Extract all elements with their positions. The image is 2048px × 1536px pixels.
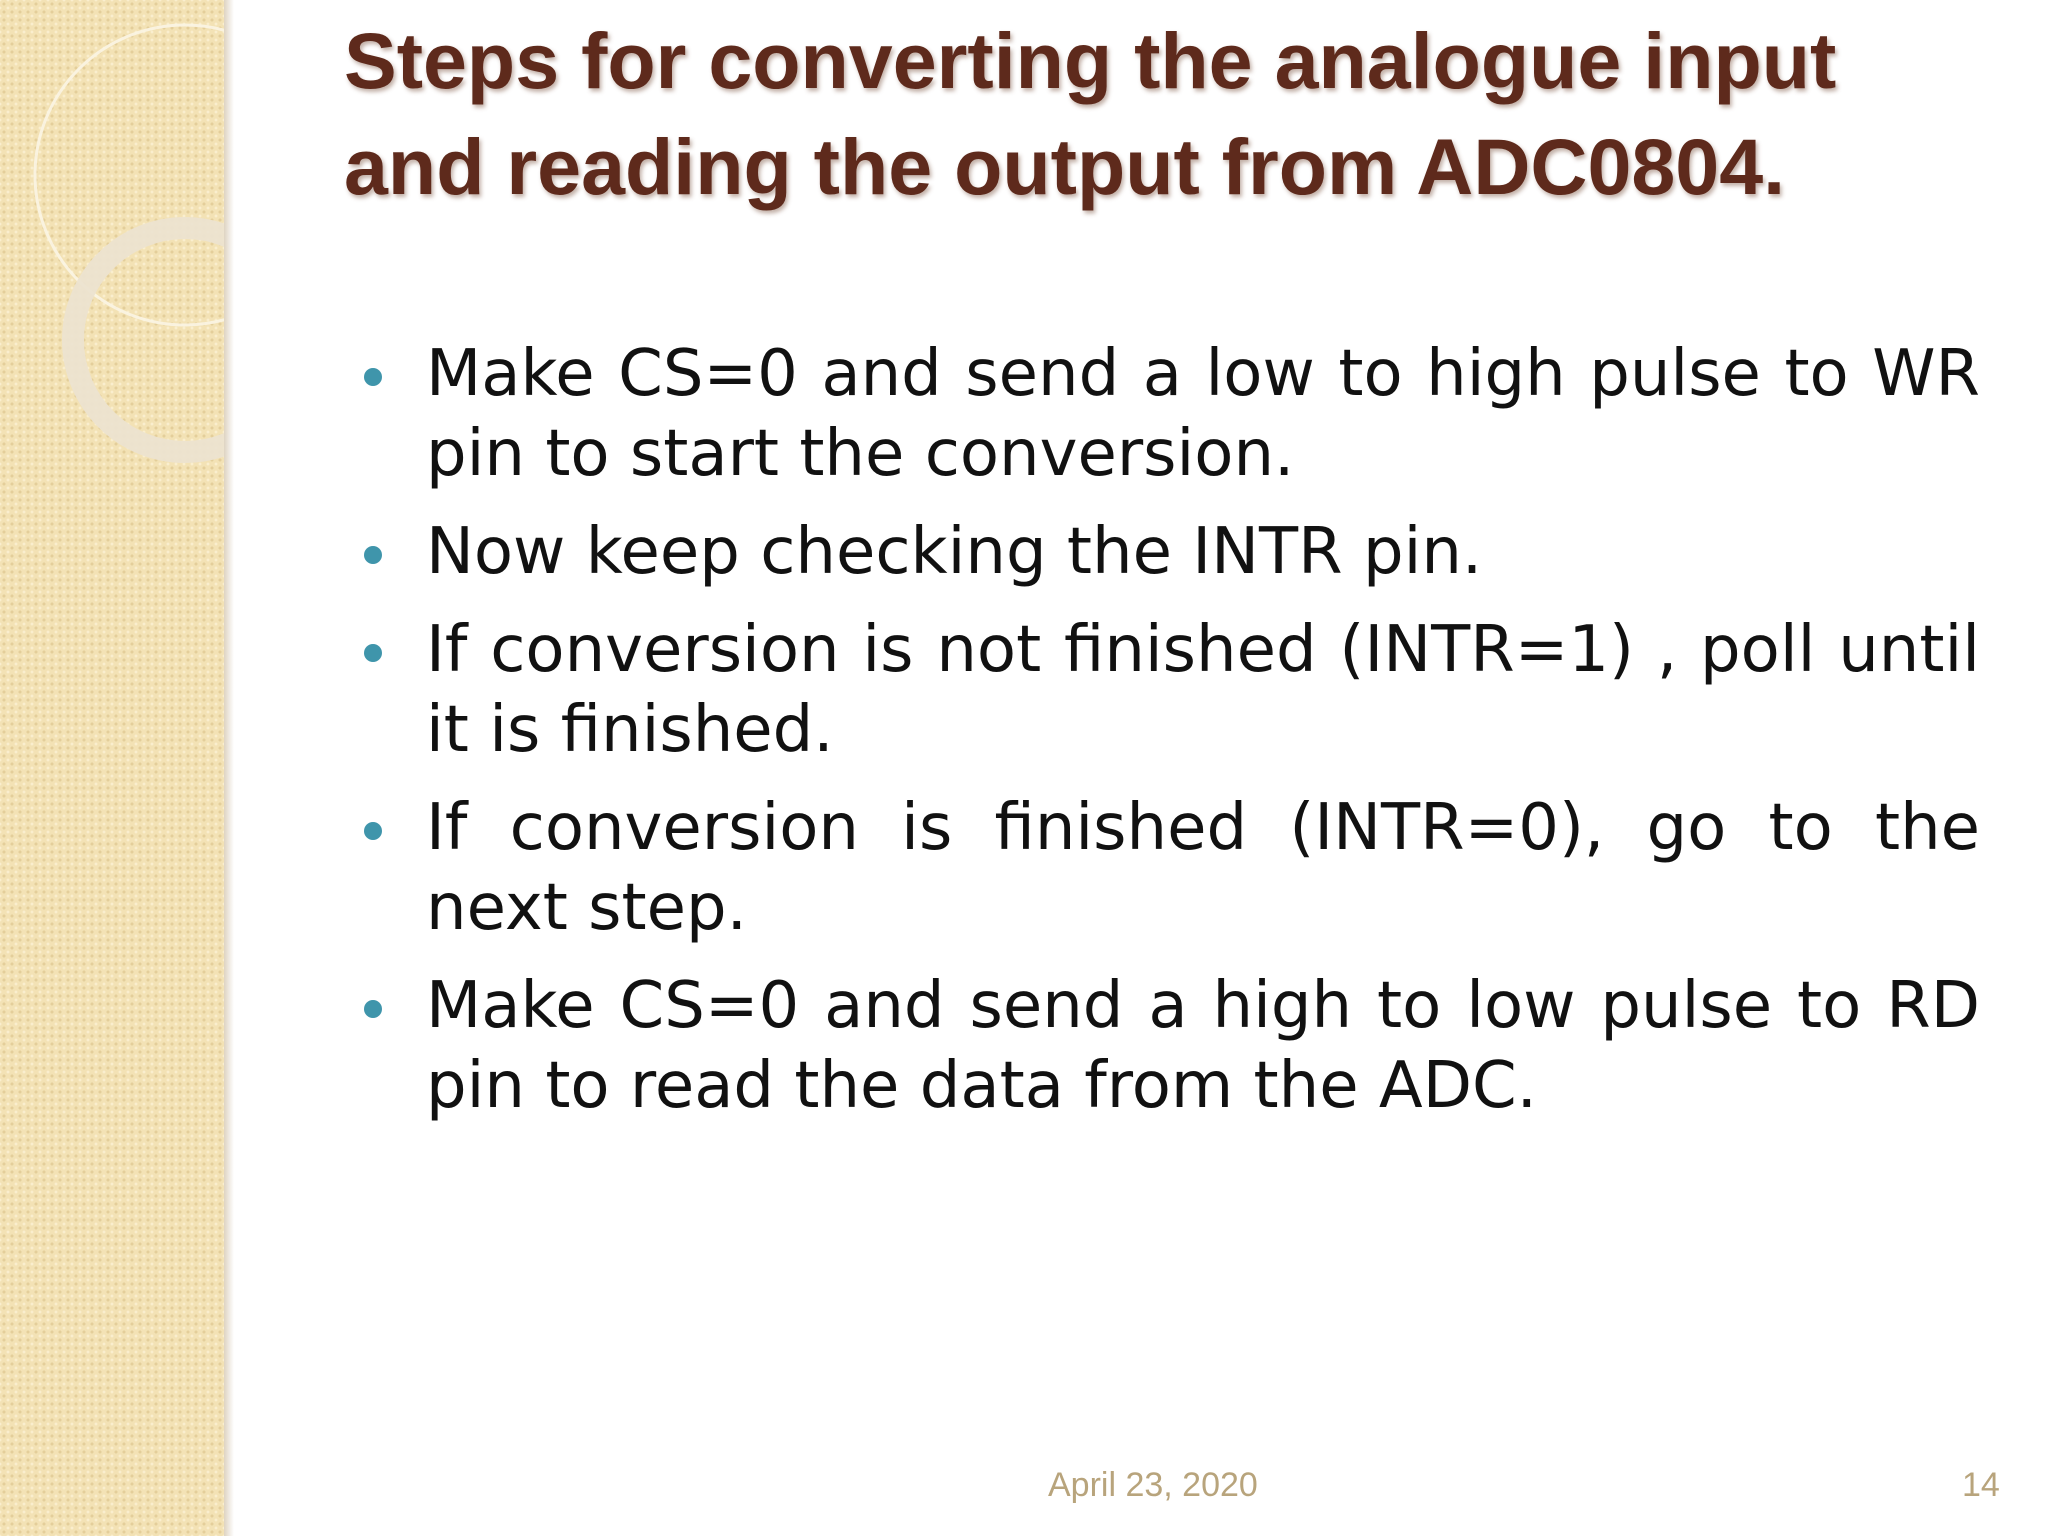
bullet-text: If conversion is not finished (INTR=1) , poll until it is finished. xyxy=(426,613,1980,767)
bullet-item xyxy=(352,334,1980,494)
bullet-marker-icon xyxy=(364,644,382,662)
small-ring-decoration xyxy=(73,228,224,452)
bullet-item xyxy=(352,610,1980,770)
footer-date: April 23, 2020 xyxy=(1048,1466,1258,1504)
bullet-text: If conversion is finished (INTR=0), go to the next step. xyxy=(426,791,1980,945)
decorative-sidebar xyxy=(0,0,224,1536)
bullet-item xyxy=(352,966,1980,1126)
bullet-marker-icon xyxy=(364,1000,382,1018)
bullet-item xyxy=(352,512,1980,592)
decorative-rings xyxy=(0,0,224,1536)
bullet-list xyxy=(352,334,1980,1144)
bullet-item xyxy=(352,788,1980,948)
slide-number: 14 xyxy=(1962,1466,2000,1504)
bullet-marker-icon xyxy=(364,368,382,386)
bullet-marker-icon xyxy=(364,822,382,840)
sidebar-edge-shadow xyxy=(224,0,234,1536)
bullet-marker-icon xyxy=(364,546,382,564)
slide-title: Steps for converting the analogue input and reading the output from ADC0804. xyxy=(344,16,1837,211)
bullet-text: Now keep checking the INTR pin. xyxy=(426,515,1483,589)
large-ring-decoration xyxy=(35,25,224,325)
bullet-text: Make CS=0 and send a low to high pulse to WR pin to start the conversion. xyxy=(426,337,1980,491)
bullet-text: Make CS=0 and send a high to low pulse to RD pin to read the data from the ADC. xyxy=(426,969,1980,1123)
